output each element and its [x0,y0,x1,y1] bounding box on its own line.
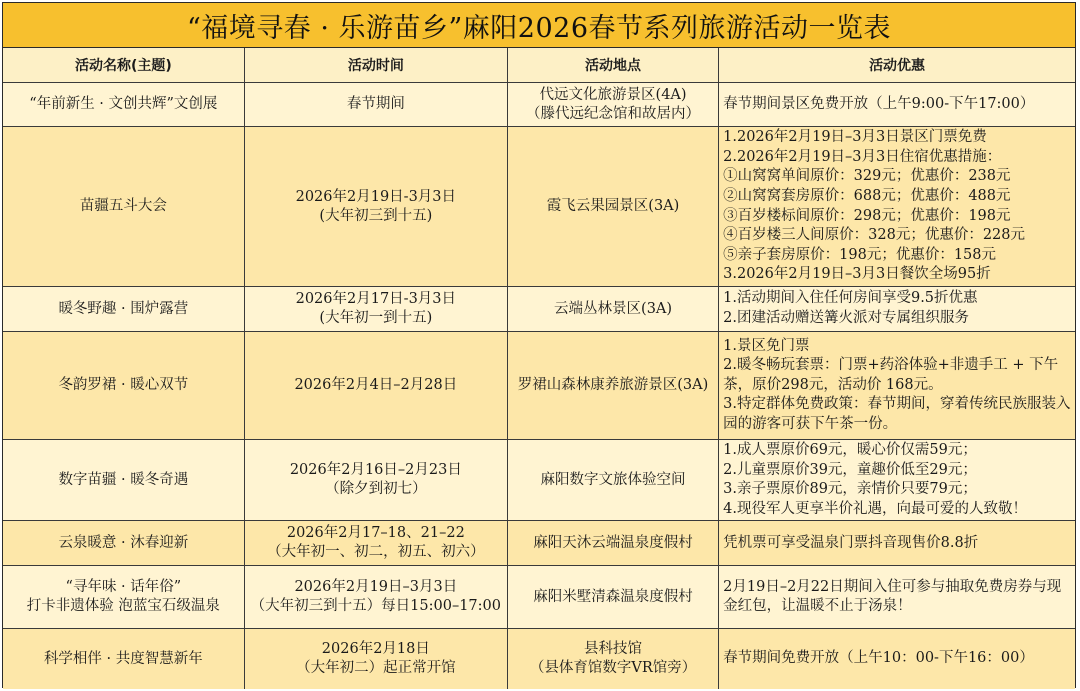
table-row [3,127,1075,287]
cell-text: 暖冬野趣 · 围炉露营 [58,300,189,317]
cell-text: 2.暖冬畅玩套票：门票+药浴体验+非遗手工 + 下午茶，原价298元，活动价 168元。 [723,357,1059,393]
cell-offer [719,566,1075,629]
cell-text: 云泉暖意 · 沐春迎新 [58,534,189,551]
header-activity-time: 活动时间 [244,48,507,83]
cell-text: 春节期间 [346,96,405,112]
cell-text: “年前新生 · 文创共辉”文创展 [29,96,218,112]
cell-text: （大年初二）起正常开馆 [296,660,456,677]
cell-name [3,440,244,521]
table-row [3,521,1075,566]
cell-text: （大年初一、初二，初五、初六） [267,544,485,561]
cell-text: 2026年2月17–18、21–22 [286,525,465,542]
cell-name [3,83,244,127]
cell-place [507,127,718,287]
cell-time [244,521,507,566]
cell-text: 3.亲子票原价89元，亲情价只要79元； [723,481,977,498]
cell-place [507,629,718,689]
cell-text: 春节期间景区免费开放（上午9:00-下午17:00） [723,95,1035,112]
cell-text: （滕代远纪念馆和故居内） [526,105,701,122]
cell-text: 冬韵罗裙 · 暖心双节 [58,377,189,393]
activity-table [3,48,1075,689]
cell-offer [719,440,1075,521]
header-row [3,48,1075,83]
cell-text: (大年初三到十五) [319,207,433,224]
cell-time [244,127,507,287]
cell-text: 1.成人票原价69元，暖心价仅需59元； [723,442,977,458]
cell-time [244,629,507,689]
cell-text: 罗裙山森林康养旅游景区(3A) [517,377,709,393]
cell-text: 云端丛林景区(3A) [554,300,673,317]
cell-text: 2026年2月19日–3月3日 [294,579,458,596]
cell-text: 麻阳天沐云端温泉度假村 [533,534,693,551]
cell-place [507,566,718,629]
cell-text: （县体育馆数字VR馆旁） [529,660,697,677]
cell-text: 科学相伴 · 共度智慧新年 [43,650,203,667]
cell-text: 麻阳米墅清森温泉度假村 [533,588,693,605]
cell-text: 春节期间免费开放（上午10：00-下午16：00） [723,650,1034,667]
header-activity-place: 活动地点 [507,48,718,83]
table-row [3,83,1075,127]
cell-time [244,287,507,332]
cell-place [507,440,718,521]
cell-name [3,629,244,689]
cell-name [3,332,244,440]
cell-text: 4.现役军人更享半价礼遇，向最可爱的人致敬！ [723,500,1027,517]
cell-text: (大年初一到十五) [319,310,433,326]
cell-name [3,287,244,332]
cell-place [507,83,718,127]
cell-text: 数字苗疆 · 暖冬奇遇 [58,471,189,488]
cell-text: 代远文化旅游景区(4A) [539,86,687,103]
cell-time [244,83,507,127]
cell-name [3,127,244,287]
cell-text: “寻年味 · 话年俗” [65,579,182,596]
table-row [3,629,1075,689]
cell-text: 2026年2月4日–2月28日 [294,377,458,393]
cell-text: （大年初三到十五）每日15:00–17:00 [250,598,501,615]
cell-offer [719,287,1075,332]
cell-offer [719,127,1075,287]
cell-text: 3.特定群体免费政策：春节期间，穿着传统民族服装入园的游客可获下午茶一份。 [723,396,1071,432]
cell-text: 2026年2月18日 [321,641,430,658]
cell-time [244,566,507,629]
cell-name [3,521,244,566]
cell-text: （除夕到初七） [325,481,427,498]
cell-place [507,521,718,566]
cell-offer [719,629,1075,689]
cell-offer [719,521,1075,566]
cell-text: 2026年2月19日-3月3日 [295,188,457,205]
cell-text: 1.2026年2月19日–3月3日景区门票免费 [723,129,987,146]
cell-name [3,566,244,629]
cell-text: 2.2026年2月19日–3月3日住宿优惠措施： [723,148,1002,165]
cell-text: 3.2026年2月19日–3月3日餐饮全场95折 [723,266,991,283]
table-row [3,440,1075,521]
table-row [3,332,1075,440]
cell-offer [719,332,1075,440]
cell-text: 1.景区免门票 [723,337,810,354]
cell-place [507,332,718,440]
cell-offer [719,83,1075,127]
cell-text: 霞飞云果园景区(3A) [546,198,680,214]
cell-text: 2.儿童票原价39元，童趣价低至29元； [723,461,977,478]
cell-time [244,332,507,440]
cell-text: 2026年2月16日–2月23日 [289,462,462,479]
cell-text: ①山窝窝单间原价：329元；优惠价：238元 [723,168,1011,185]
cell-text: 苗疆五斗大会 [79,198,167,214]
table-row [3,287,1075,332]
cell-text: ④百岁楼三人间原价：328元；优惠价：228元 [723,227,1025,244]
activity-table-sheet [2,2,1076,688]
cell-text: 麻阳数字文旅体验空间 [540,471,686,488]
cell-text: 县科技馆 [584,641,643,658]
cell-text: 2.团建活动赠送篝火派对专属组织服务 [723,310,969,326]
cell-text: 2月19日–2月22日期间入住可参与抽取免费房券与现金红包，让温暖不止于汤泉！ [723,578,1062,615]
header-activity-name: 活动名称(主题) [3,48,244,83]
cell-text: ②山窝窝套房原价：688元；优惠价：488元 [723,187,1011,204]
table-row [3,566,1075,629]
cell-text: 1.活动期间入住任何房间享受9.5折优惠 [723,290,978,307]
cell-place [507,287,718,332]
cell-text: 凭机票可享受温泉门票抖音现售价8.8折 [723,534,979,551]
header-activity-offer: 活动优惠 [719,48,1075,83]
cell-text: 2026年2月17日-3月3日 [295,291,457,307]
cell-text: 打卡非遗体验 泡蓝宝石级温泉 [26,598,220,615]
cell-text: ⑤亲子套房原价：198元；优惠价：158元 [723,246,996,263]
cell-time [244,440,507,521]
cell-text: ③百岁楼标间原价：298元；优惠价：198元 [723,207,1011,224]
table-title: “福境寻春 · 乐游苗乡”麻阳2026春节系列旅游活动一览表 [3,3,1075,48]
